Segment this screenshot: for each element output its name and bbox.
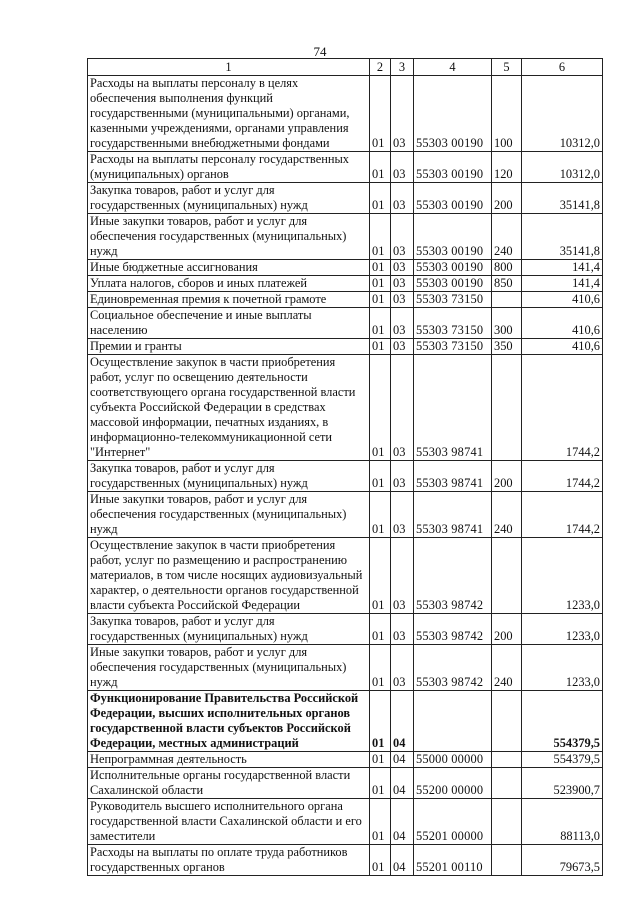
row-expense-type: 200: [492, 461, 522, 492]
budget-table: [87, 58, 603, 876]
row-target-article: 55303 00190: [414, 276, 492, 292]
table-row: [88, 492, 603, 538]
row-amount: 10312,0: [522, 76, 603, 152]
row-section: 01: [370, 799, 391, 845]
row-target-article: 55201 00000: [414, 799, 492, 845]
table-row: [88, 768, 603, 799]
row-section: 01: [370, 492, 391, 538]
row-target-article: 55200 00000: [414, 768, 492, 799]
row-section: 01: [370, 339, 391, 355]
table-row: [88, 308, 603, 339]
row-name: Руководитель высшего исполнительного органа государственной власти Сахалинской области и его заместители: [88, 799, 370, 845]
row-amount: 1744,2: [522, 355, 603, 461]
row-target-article: 55303 98741: [414, 355, 492, 461]
table-row: [88, 461, 603, 492]
column-header: 5: [492, 59, 522, 76]
row-name: Осуществление закупок в части приобретения работ, услуг по освещению деятельности соответствующего органа государственной власти субъекта Российской Федерации в средствах массовой информации, печатных изданиях, в информационно-телекоммуникационной сети "Интернет": [88, 355, 370, 461]
column-header: 4: [414, 59, 492, 76]
row-amount: 523900,7: [522, 768, 603, 799]
row-target-article: 55303 00190: [414, 214, 492, 260]
row-target-article: [414, 691, 492, 752]
row-expense-type: [492, 845, 522, 876]
row-name: Премии и гранты: [88, 339, 370, 355]
row-name: Расходы на выплаты по оплате труда работников государственных органов: [88, 845, 370, 876]
table-row: [88, 538, 603, 614]
row-section: 01: [370, 845, 391, 876]
row-target-article: 55000 00000: [414, 752, 492, 768]
row-expense-type: [492, 768, 522, 799]
row-expense-type: [492, 355, 522, 461]
row-name: Закупка товаров, работ и услуг для государственных (муниципальных) нужд: [88, 461, 370, 492]
table-row: [88, 214, 603, 260]
row-section: 01: [370, 276, 391, 292]
row-name: Расходы на выплаты персоналу государственных (муниципальных) органов: [88, 152, 370, 183]
row-subsection: 04: [391, 845, 414, 876]
row-name: Закупка товаров, работ и услуг для государственных (муниципальных) нужд: [88, 614, 370, 645]
row-expense-type: 240: [492, 645, 522, 691]
column-header: 6: [522, 59, 603, 76]
row-subsection: 03: [391, 538, 414, 614]
row-expense-type: 120: [492, 152, 522, 183]
table-row: [88, 845, 603, 876]
row-target-article: 55303 00190: [414, 152, 492, 183]
row-amount: 88113,0: [522, 799, 603, 845]
table-row: [88, 76, 603, 152]
row-amount: 1233,0: [522, 645, 603, 691]
column-header: 2: [370, 59, 391, 76]
row-name: Осуществление закупок в части приобретения работ, услуг по размещению и распространению материалов, в том числе носящих аудиовизуальный характер, о деятельности органов государственной власти субъекта Российской Федерации: [88, 538, 370, 614]
row-section: 01: [370, 768, 391, 799]
row-amount: 35141,8: [522, 214, 603, 260]
column-header: 3: [391, 59, 414, 76]
row-section: 01: [370, 152, 391, 183]
row-expense-type: [492, 538, 522, 614]
row-subsection: 03: [391, 308, 414, 339]
row-section: 01: [370, 292, 391, 308]
row-name: Непрограммная деятельность: [88, 752, 370, 768]
row-expense-type: 240: [492, 214, 522, 260]
page-number: 74: [313, 44, 327, 59]
row-expense-type: 350: [492, 339, 522, 355]
row-subsection: 03: [391, 214, 414, 260]
row-expense-type: [492, 691, 522, 752]
row-subsection: 03: [391, 183, 414, 214]
row-subsection: 03: [391, 292, 414, 308]
row-section: 01: [370, 645, 391, 691]
row-target-article: 55303 98741: [414, 461, 492, 492]
table-row: [88, 152, 603, 183]
row-amount: 1744,2: [522, 461, 603, 492]
row-amount: 79673,5: [522, 845, 603, 876]
table-row: [88, 339, 603, 355]
table-row: [88, 645, 603, 691]
table-row: [88, 752, 603, 768]
row-target-article: 55303 98742: [414, 614, 492, 645]
row-subsection: 04: [391, 752, 414, 768]
row-target-article: 55303 98742: [414, 538, 492, 614]
row-name: Функционирование Правительства Российской Федерации, высших исполнительных органов государственной власти субъектов Российской Федерации, местных администраций: [88, 691, 370, 752]
row-subsection: 03: [391, 355, 414, 461]
row-name: Закупка товаров, работ и услуг для государственных (муниципальных) нужд: [88, 183, 370, 214]
row-subsection: 03: [391, 461, 414, 492]
table-row: [88, 355, 603, 461]
row-amount: 410,6: [522, 308, 603, 339]
table-row: [88, 799, 603, 845]
row-section: 01: [370, 183, 391, 214]
row-target-article: 55303 98742: [414, 645, 492, 691]
row-name: Иные бюджетные ассигнования: [88, 260, 370, 276]
row-subsection: 04: [391, 799, 414, 845]
row-amount: 1233,0: [522, 614, 603, 645]
row-subsection: 03: [391, 276, 414, 292]
row-expense-type: 200: [492, 183, 522, 214]
row-subsection: 03: [391, 76, 414, 152]
row-amount: 554379,5: [522, 691, 603, 752]
table-row: [88, 260, 603, 276]
row-section: 01: [370, 214, 391, 260]
row-name: Единовременная премия к почетной грамоте: [88, 292, 370, 308]
row-section: 01: [370, 614, 391, 645]
row-expense-type: 300: [492, 308, 522, 339]
row-target-article: 55303 73150: [414, 292, 492, 308]
row-amount: 10312,0: [522, 152, 603, 183]
row-expense-type: 240: [492, 492, 522, 538]
row-amount: 554379,5: [522, 752, 603, 768]
row-section: 01: [370, 76, 391, 152]
row-section: 01: [370, 538, 391, 614]
row-section: 01: [370, 461, 391, 492]
row-name: Социальное обеспечение и иные выплаты населению: [88, 308, 370, 339]
row-expense-type: [492, 292, 522, 308]
row-expense-type: [492, 752, 522, 768]
row-name: Иные закупки товаров, работ и услуг для обеспечения государственных (муниципальных) нужд: [88, 645, 370, 691]
row-target-article: 55303 00190: [414, 260, 492, 276]
row-subsection: 03: [391, 152, 414, 183]
row-expense-type: 800: [492, 260, 522, 276]
row-subsection: 03: [391, 492, 414, 538]
row-subsection: 03: [391, 339, 414, 355]
row-section: 01: [370, 355, 391, 461]
table-body: [88, 76, 603, 876]
column-header: 1: [88, 59, 370, 76]
row-amount: 410,6: [522, 339, 603, 355]
row-expense-type: [492, 799, 522, 845]
row-name: Иные закупки товаров, работ и услуг для обеспечения государственных (муниципальных) нужд: [88, 492, 370, 538]
row-amount: 141,4: [522, 260, 603, 276]
row-expense-type: 100: [492, 76, 522, 152]
table-row: [88, 292, 603, 308]
row-amount: 410,6: [522, 292, 603, 308]
row-name: Уплата налогов, сборов и иных платежей: [88, 276, 370, 292]
row-target-article: 55201 00110: [414, 845, 492, 876]
row-expense-type: 850: [492, 276, 522, 292]
row-expense-type: 200: [492, 614, 522, 645]
row-subsection: 04: [391, 691, 414, 752]
table-row: [88, 276, 603, 292]
row-section: 01: [370, 691, 391, 752]
row-target-article: 55303 00190: [414, 76, 492, 152]
row-name: Расходы на выплаты персоналу в целях обеспечения выполнения функций государственными (муниципальными) органами, казенными учреждениями, органами управления государственными внебюджетными фондами: [88, 76, 370, 152]
table-row: [88, 614, 603, 645]
row-name: Исполнительные органы государственной власти Сахалинской области: [88, 768, 370, 799]
row-amount: 35141,8: [522, 183, 603, 214]
row-target-article: 55303 00190: [414, 183, 492, 214]
row-target-article: 55303 73150: [414, 308, 492, 339]
row-section: 01: [370, 260, 391, 276]
row-section: 01: [370, 752, 391, 768]
row-subsection: 03: [391, 645, 414, 691]
row-name: Иные закупки товаров, работ и услуг для обеспечения государственных (муниципальных) нужд: [88, 214, 370, 260]
header-row: [88, 59, 603, 76]
row-subsection: 04: [391, 768, 414, 799]
row-section: 01: [370, 308, 391, 339]
row-target-article: 55303 98741: [414, 492, 492, 538]
row-target-article: 55303 73150: [414, 339, 492, 355]
table-row: [88, 691, 603, 752]
row-amount: 1233,0: [522, 538, 603, 614]
table-row: [88, 183, 603, 214]
row-subsection: 03: [391, 614, 414, 645]
row-amount: 1744,2: [522, 492, 603, 538]
row-amount: 141,4: [522, 276, 603, 292]
row-subsection: 03: [391, 260, 414, 276]
